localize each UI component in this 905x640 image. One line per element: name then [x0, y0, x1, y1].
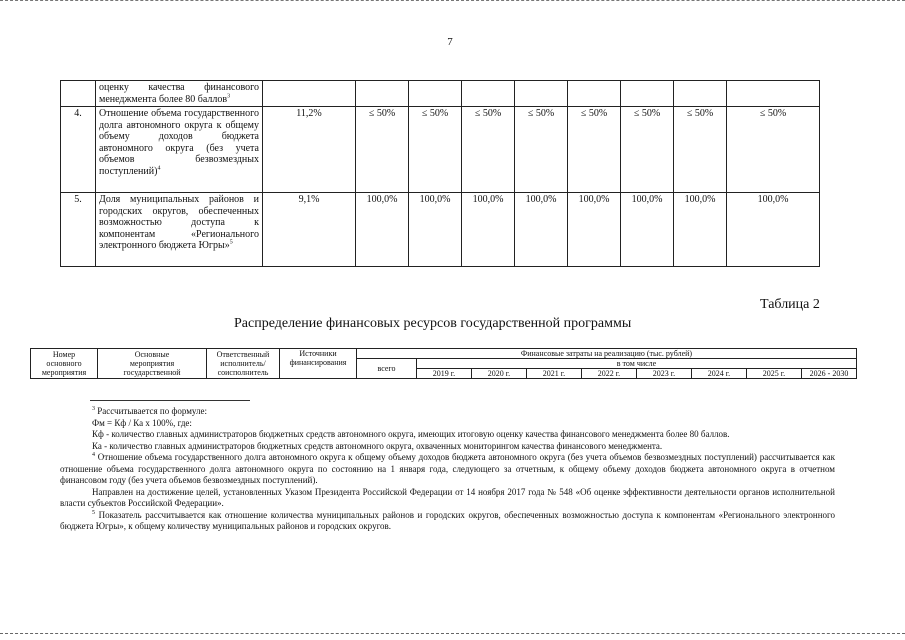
- page-number: 7: [447, 36, 453, 48]
- footnote-3: $^3$ Рассчитывается по формуле:: [92, 406, 207, 416]
- table-label: Таблица 2: [760, 297, 820, 312]
- indicator-name: Доля муниципальных районов и городских округов, обеспеченных возможностью доступа к компонентам «Регионального электронного бюджета Югры»$^5$: [96, 193, 263, 267]
- footnote-ka: Ка - количество главных администраторов бюджетных средств автономного округа, охваченных мониторингом качества финансового менеджмента.: [92, 440, 663, 451]
- target-value: 100,0%: [409, 193, 462, 267]
- header-year: 2021 г.: [527, 369, 582, 379]
- header-year: 2026 - 2030: [802, 369, 857, 379]
- target-value: ≤ 50%: [727, 107, 820, 193]
- header-year: 2025 г.: [747, 369, 802, 379]
- header-year: 2019 г.: [417, 369, 472, 379]
- header-main-event-number: Номер основного мероприятия: [31, 349, 98, 379]
- header-financial-costs: Финансовые затраты на реализацию (тыс. рублей): [357, 349, 857, 359]
- target-value: 100,0%: [568, 193, 621, 267]
- target-value: 100,0%: [621, 193, 674, 267]
- header-year: 2020 г.: [472, 369, 527, 379]
- target-value: 100,0%: [515, 193, 568, 267]
- financing-table-header: [30, 348, 857, 379]
- table-row: [61, 193, 820, 267]
- footnote-separator: [90, 400, 250, 401]
- indicator-name: оценку качества финансового менеджмента более 80 баллов$^3$: [96, 81, 263, 107]
- footnotes: [60, 406, 835, 533]
- indicators-table: [60, 80, 820, 267]
- footnote-decree: Направлен на достижение целей, установленных Указом Президента Российской Федерации от 14 ноября 2017 года № 548 «Об оценке эффективности деятельности органов исполнительной власти субъектов Российской Федерации».: [60, 486, 835, 508]
- table-title: Распределение финансовых ресурсов государственной программы: [234, 316, 632, 331]
- table-row: [61, 81, 820, 107]
- target-value: ≤ 50%: [568, 107, 621, 193]
- base-value: 11,2%: [263, 107, 356, 193]
- target-value: ≤ 50%: [674, 107, 727, 193]
- row-number: 4.: [61, 107, 96, 193]
- header-total: всего: [357, 359, 417, 379]
- header-funding-sources: Источники финансирования: [280, 349, 357, 379]
- header-year: 2022 г.: [582, 369, 637, 379]
- scan-edge-top: [0, 0, 905, 4]
- row-number: 5.: [61, 193, 96, 267]
- header-responsible: Ответственный исполнитель/ соисполнитель: [207, 349, 280, 379]
- scan-edge-bottom: [0, 633, 905, 637]
- target-value: ≤ 50%: [462, 107, 515, 193]
- formula: Фм = Кф / Ка х 100%, где:: [92, 417, 192, 428]
- footnote-4: $^4$ Отношение объема государственного долга автономного округа к общему объему доходов бюджета автономного округа (без учета объемов безвозмездных поступлений) рассчитывается как отношение объема государственного долга автономного округа по состоянию на 1 января года, следующего за отчетным, к общему объему доходов бюджета автономного округа в отчетном финансовом году (без учета объемов безвозмездных поступлений).: [60, 452, 835, 485]
- row-number: [61, 81, 96, 107]
- target-value: 100,0%: [727, 193, 820, 267]
- header-year: 2023 г.: [637, 369, 692, 379]
- target-value: ≤ 50%: [409, 107, 462, 193]
- table-row: [61, 107, 820, 193]
- header-main-events: Основные мероприятия государственной: [98, 349, 207, 379]
- target-value: ≤ 50%: [356, 107, 409, 193]
- indicator-name: Отношение объема государственного долга автономного округа к общему объему доходов бюджета автономного округа (без учета объемов безвозмездных поступлений)$^4$: [96, 107, 263, 193]
- target-value: 100,0%: [674, 193, 727, 267]
- footnote-5: $^5$ Показатель рассчитывается как отношение количества муниципальных районов и городских округов, обеспеченных возможностью доступа к компонентам «Регионального электронного бюджета Югры», к общему количеству муниципальных районов и городских округов.: [60, 509, 835, 531]
- footnote-kf: Кф - количество главных администраторов бюджетных средств автономного округа, имеющих итоговую оценку качества финансового менеджмента более 80 баллов.: [92, 429, 730, 439]
- header-year: 2024 г.: [692, 369, 747, 379]
- target-value: 100,0%: [462, 193, 515, 267]
- target-value: ≤ 50%: [621, 107, 674, 193]
- target-value: ≤ 50%: [515, 107, 568, 193]
- header-including: в том числе: [417, 359, 857, 369]
- base-value: 9,1%: [263, 193, 356, 267]
- target-value: 100,0%: [356, 193, 409, 267]
